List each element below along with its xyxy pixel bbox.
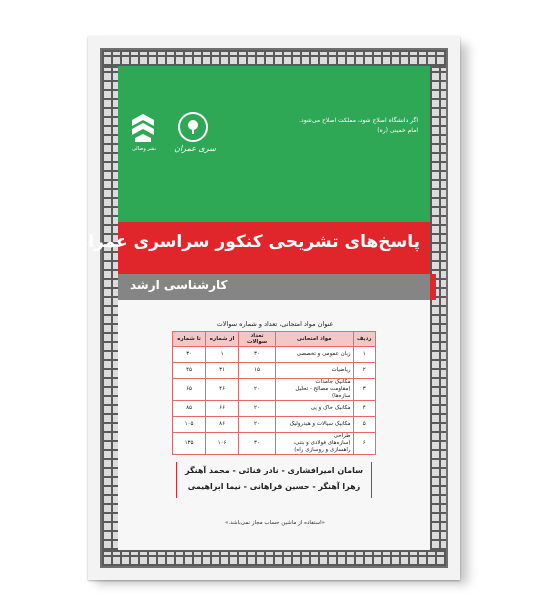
question-count: ۱۵ xyxy=(239,363,276,379)
publisher-chevron-label: نشر وصالی xyxy=(131,146,157,152)
red-accent-tab xyxy=(430,274,436,300)
green-header-band xyxy=(118,66,430,222)
table-header-row xyxy=(173,332,376,347)
subject-cell xyxy=(275,433,353,455)
table-row xyxy=(173,347,376,363)
row-number: ۴ xyxy=(353,401,375,417)
quote-line-1: اگر دانشگاه اصلاح شود، مملکت اصلاح می‌شود. xyxy=(299,117,418,124)
tree-seal-label: سری عمران xyxy=(174,144,216,153)
authors-line-2: زهرا آهنگر - حسین فراهانی - نیما ابراهیمی xyxy=(187,482,361,491)
row-number: ۳ xyxy=(353,379,375,401)
table-row xyxy=(173,433,376,455)
subject-name: ریاضیات xyxy=(331,367,351,373)
quote-line-2: امام خمینی (ره) xyxy=(377,127,418,134)
from-number: ۱۰۶ xyxy=(206,433,239,455)
header-question-count: تعداد سوالات xyxy=(239,332,276,347)
greek-key-border-right xyxy=(430,66,446,550)
book-title: پاسخ‌های تشریحی کنکور سراسری عمران xyxy=(73,232,420,252)
header-subject: مواد امتحانی xyxy=(275,332,353,347)
from-number: ۱ xyxy=(206,347,239,363)
greek-key-border-bottom xyxy=(102,550,446,566)
table-row xyxy=(173,379,376,401)
authors-line-1: سامان امیرافشاری - نادر فنائی - محمد آهنگر xyxy=(184,466,363,475)
subject-detail: (سازه‌های فولادی و بتنی، راهسازی و روسازی راه) xyxy=(293,440,351,453)
from-number: ۸۶ xyxy=(206,417,239,433)
from-number: ۴۶ xyxy=(206,379,239,401)
question-count: ۳۰ xyxy=(239,347,276,363)
to-number: ۶۵ xyxy=(173,379,206,401)
exam-subjects-table xyxy=(172,331,376,455)
header-from-number: از شماره xyxy=(206,332,239,347)
greek-key-border-left xyxy=(102,66,118,550)
subject-cell xyxy=(275,401,353,417)
table-row xyxy=(173,363,376,379)
subject-cell xyxy=(275,417,353,433)
to-number: ۳۰ xyxy=(173,347,206,363)
question-count: ۲۰ xyxy=(239,417,276,433)
row-number: ۱ xyxy=(353,347,375,363)
subject-name: طراحی xyxy=(333,433,351,439)
row-number: ۶ xyxy=(353,433,375,455)
publisher-chevron-logo xyxy=(130,112,156,144)
to-number: ۸۵ xyxy=(173,401,206,417)
calculator-note: «استفاده از ماشین حساب مجاز نمی‌باشد.» xyxy=(224,520,326,526)
subject-name: زبان عمومی و تخصصی xyxy=(296,351,351,357)
header-to-number: تا شماره xyxy=(173,332,206,347)
subject-name: مکانیک خاک و پی xyxy=(310,405,351,411)
table-row xyxy=(173,401,376,417)
row-number: ۲ xyxy=(353,363,375,379)
question-count: ۳۰ xyxy=(239,433,276,455)
question-count: ۲۰ xyxy=(239,379,276,401)
tree-seal-logo xyxy=(178,112,208,142)
subject-cell xyxy=(275,347,353,363)
from-number: ۶۶ xyxy=(206,401,239,417)
question-count: ۲۰ xyxy=(239,401,276,417)
to-number: ۴۵ xyxy=(173,363,206,379)
table-row xyxy=(173,417,376,433)
subject-name: مکانیک جامدات xyxy=(315,379,351,385)
book-subtitle: کارشناسی ارشد xyxy=(130,278,228,292)
table-caption: عنوان مواد امتحانی، تعداد و شماره سوالات xyxy=(216,320,334,328)
to-number: ۱۰۵ xyxy=(173,417,206,433)
row-number: ۵ xyxy=(353,417,375,433)
subject-cell xyxy=(275,379,353,401)
greek-key-border-top xyxy=(102,50,446,66)
subject-name: مکانیک سیالات و هیدرولیک xyxy=(289,421,351,427)
header-row-number: ردیف xyxy=(353,332,375,347)
subject-cell xyxy=(275,363,353,379)
subject-detail: (مقاومت مصالح - تحلیل سازه‌ها) xyxy=(295,386,351,399)
khomeini-quote xyxy=(238,116,418,136)
to-number: ۱۳۵ xyxy=(173,433,206,455)
from-number: ۳۱ xyxy=(206,363,239,379)
